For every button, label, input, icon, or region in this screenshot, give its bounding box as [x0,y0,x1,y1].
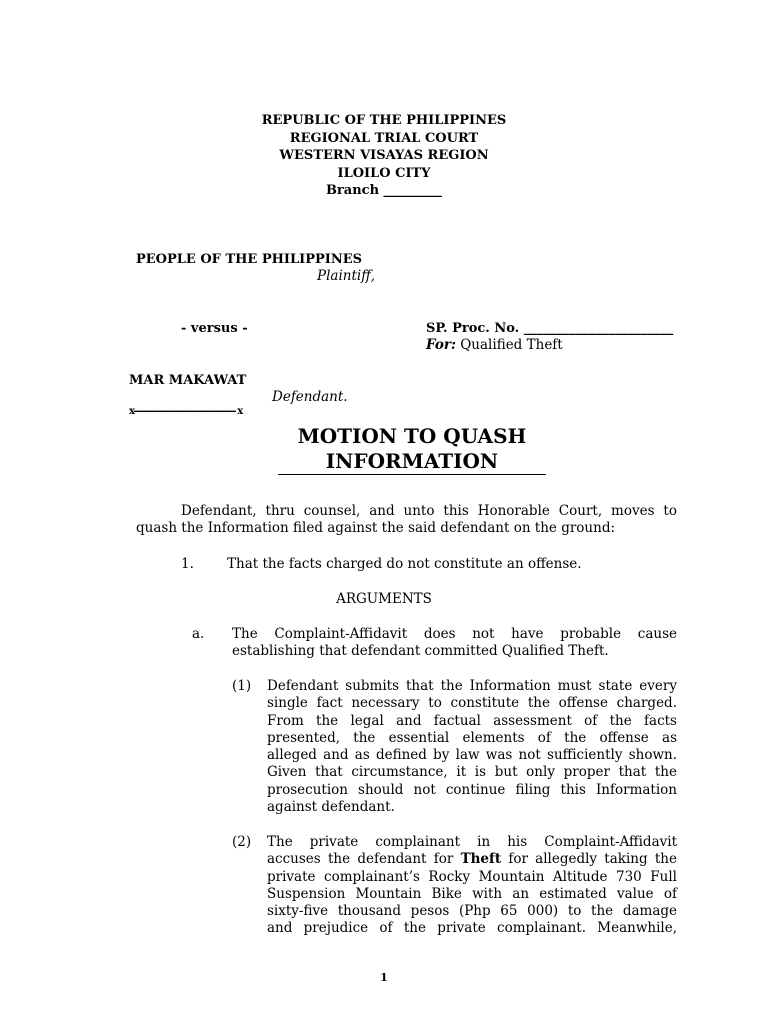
for-value: Qualified Theft [455,337,563,353]
intro-line1: Defendant, thru counsel, and unto this Honorable Court, moves to [181,503,677,519]
sub1-line: single fact necessary to constitute the offense charged. [267,695,677,712]
arg-a-line1: The Complaint-Affidavit does not have probable cause [232,626,677,642]
sub1-line: prosecution should not continue filing this Information [267,781,677,798]
caption-branch: Branch _________ [325,183,443,198]
sub1-line: Given that circumstance, it is but only proper that the [267,764,677,781]
sub2-line: sixty-five thousand pesos (Php 65 000) to the damage [267,903,677,920]
plaintiff-name: PEOPLE OF THE PHILIPPINES [136,252,363,267]
sub1-line: alleged and as defined by law was not sufficiently shown. [267,747,677,764]
caption-city: ILOILO CITY [337,165,431,181]
sub2-line: Suspension Mountain Bike with an estimated value of [267,885,677,902]
intro-line2: quash the Information filed against the said defendant on the ground: [136,520,616,537]
sub2-line: private complainant’s Rocky Mountain Altitude 730 Full [267,868,677,885]
caption-separator: x------------------------------------- x [129,406,242,417]
sub1-paragraph [267,678,677,816]
sub1-line: From the legal and factual assessment of the facts [267,712,677,729]
sub2-paragraph [267,834,677,938]
defendant-name: MAR MAKAWAT [129,373,247,388]
ground-number: 1. [181,556,194,572]
caption-court: REGIONAL TRIAL COURT [289,130,479,146]
plaintiff-role: Plaintiff, [317,268,376,284]
ground-text: That the facts charged do not constitute an offense. [227,556,582,572]
sub2-line2-post: for allegedly taking the [501,851,677,868]
sub2-line2-pre: accuses the defendant for [267,851,461,868]
arg-a-label: a. [192,626,205,642]
caption-republic: REPUBLIC OF THE PHILIPPINES [261,113,507,128]
sub1-line: Defendant submits that the Information must state every [267,678,677,694]
case-nature [426,337,563,354]
caption-region: WESTERN VISAYAS REGION [279,148,489,163]
sub1-line: against defendant. [267,799,395,816]
sub2-line [267,851,677,868]
for-label: For: [426,337,456,353]
sub2-label: (2) [232,834,252,850]
sub2-line: The private complainant in his Complaint-Affidavit [267,834,677,850]
arg-a-line2: establishing that defendant committed Qualified Theft. [232,643,609,660]
case-number: SP. Proc. No. _______________________ [426,321,674,336]
sub2-theft-bold: Theft [460,851,502,868]
page-number: 1 [380,971,388,984]
motion-title-line2: INFORMATION [278,449,546,475]
sub2-line: and prejudice of the private complainant. Meanwhile, [267,920,677,937]
defendant-role: Defendant. [272,389,348,405]
arg-a-paragraph [232,626,677,661]
arguments-heading: ARGUMENTS [336,591,432,607]
intro-paragraph [136,503,677,538]
versus-label: - versus - [181,321,248,336]
motion-title-line1: MOTION TO QUASH [297,424,527,448]
sub1-line: presented, the essential elements of the offense as [267,729,677,746]
sub1-label: (1) [232,678,252,694]
